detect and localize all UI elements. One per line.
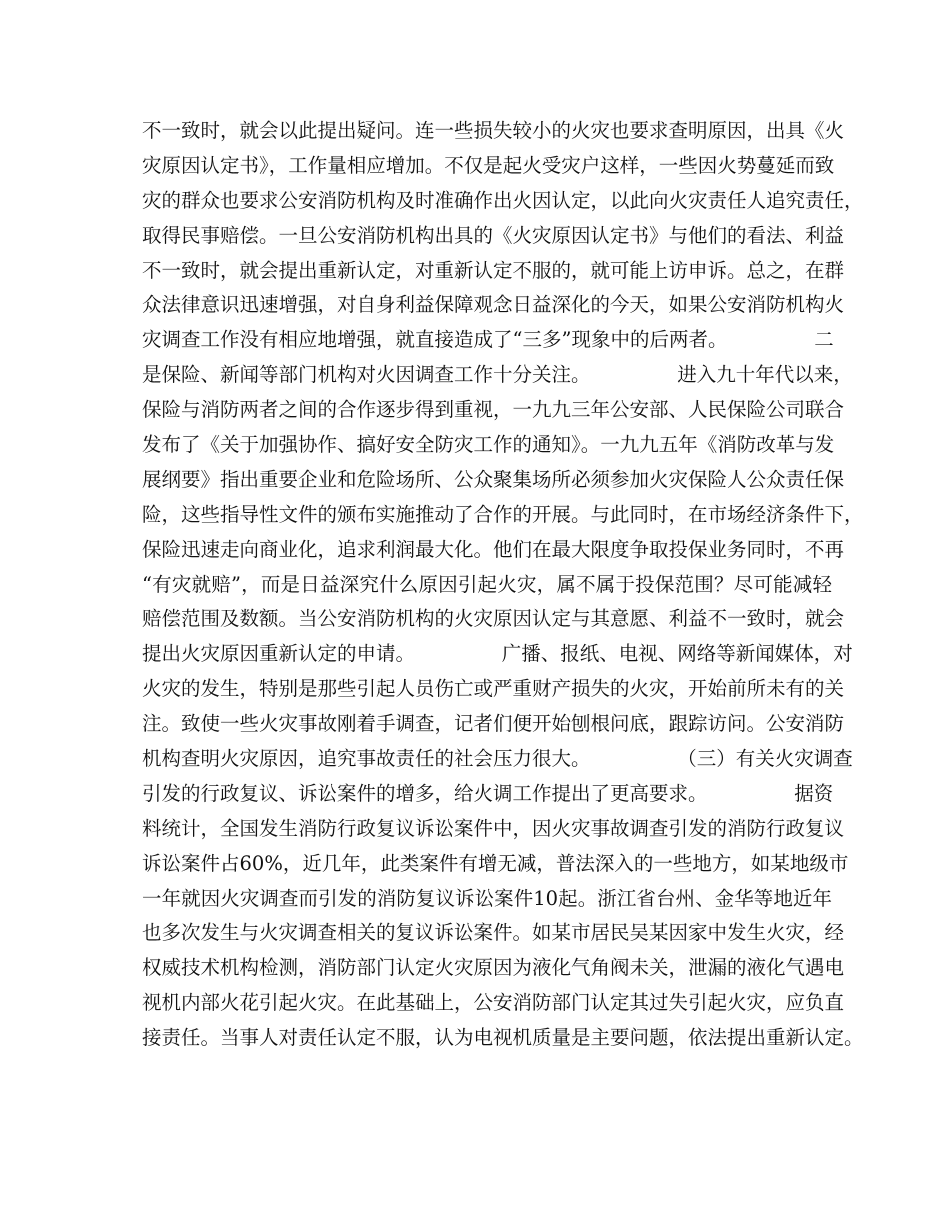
- text-line: 火灾的发生，特别是那些引起人员伤亡或严重财产损失的火灾，开始前所未有的关: [142, 677, 845, 701]
- text-line: 展纲要》指出重要企业和危险场所、公众聚集场所必须参加火灾保险人公众责任保: [142, 467, 845, 491]
- text-line: 权威技术机构检测，消防部门认定火灾原因为液化气角阀未关，泄漏的液化气遇电: [142, 956, 845, 980]
- text-line: “有灾就赔”，而是日益深究什么原因引起火灾，属不属于投保范围？尽可能减轻: [142, 572, 832, 596]
- text-line: 料统计，全国发生消防行政复议诉讼案件中，因火灾事故调查引发的消防行政复议: [142, 816, 845, 840]
- text-line: 注。致使一些火灾事故刚着手调查，记者们便开始刨根问底，跟踪访问。公安消防: [142, 712, 845, 736]
- text-line: 险，这些指导性文件的颁布实施推动了合作的开展。与此同时，在市场经济条件下，: [142, 502, 864, 526]
- text-line: 保险迅速走向商业化，追求利润最大化。他们在最大限度争取投保业务同时，不再: [142, 537, 845, 561]
- text-line: 众法律意识迅速增强，对自身利益保障观念日益深化的今天，如果公安消防机构火: [142, 293, 845, 317]
- text-line: 机构查明火灾原因，追究事故责任的社会压力很大。 （三）有关火灾调查: [142, 747, 853, 771]
- text-line: 灾原因认定书》，工作量相应增加。不仅是起火受灾户这样，一些因火势蔓延而致: [142, 153, 835, 177]
- text-line: 灾调查工作没有相应地增强，就直接造成了“三多”现象中的后两者。 二: [142, 328, 834, 352]
- text-line: 诉讼案件占60%，近几年，此类案件有增无减，普法深入的一些地方，如某地级市: [142, 851, 849, 875]
- text-line: 发布了《关于加强协作、搞好安全防灾工作的通知》。一九九五年《消防改革与发: [142, 433, 835, 457]
- text-line: 引发的行政复议、诉讼案件的增多，给火调工作提出了更高要求。 据资: [142, 781, 834, 805]
- text-line: 视机内部火花引起火灾。在此基础上，公安消防部门认定其过失引起火灾，应负直: [142, 991, 845, 1015]
- text-line: 赔偿范围及数额。当公安消防机构的火灾原因认定与其意愿、利益不一致时，就会: [142, 607, 845, 631]
- text-line: 不一致时，就会提出重新认定，对重新认定不服的，就可能上访申诉。总之，在群: [142, 258, 845, 282]
- text-line: 灾的群众也要求公安消防机构及时准确作出火因认定，以此向火灾责任人追究责任，: [142, 188, 864, 212]
- body-text: [142, 114, 864, 1056]
- text-line: 也多次发生与火灾调查相关的复议诉讼案件。如某市居民吴某因家中发生火灾，经: [142, 921, 845, 945]
- text-line: 一年就因火灾调查而引发的消防复议诉讼案件10起。浙江省台州、金华等地近年: [142, 886, 832, 910]
- text-line: 是保险、新闻等部门机构对火因调查工作十分关注。 进入九十年代以来，: [142, 363, 853, 387]
- text-line: 提出火灾原因重新认定的申请。 广播、报纸、电视、网络等新闻媒体，对: [142, 642, 853, 666]
- text-line: 接责任。当事人对责任认定不服，认为电视机质量是主要问题，依法提出重新认定。: [142, 1026, 864, 1050]
- text-line: 保险与消防两者之间的合作逐步得到重视，一九九三年公安部、人民保险公司联合: [142, 398, 845, 422]
- text-line: 取得民事赔偿。一旦公安消防机构出具的《火灾原因认定书》与他们的看法、利益: [142, 223, 845, 247]
- text-line: 不一致时，就会以此提出疑问。连一些损失较小的火灾也要求查明原因，出具《火: [142, 119, 845, 142]
